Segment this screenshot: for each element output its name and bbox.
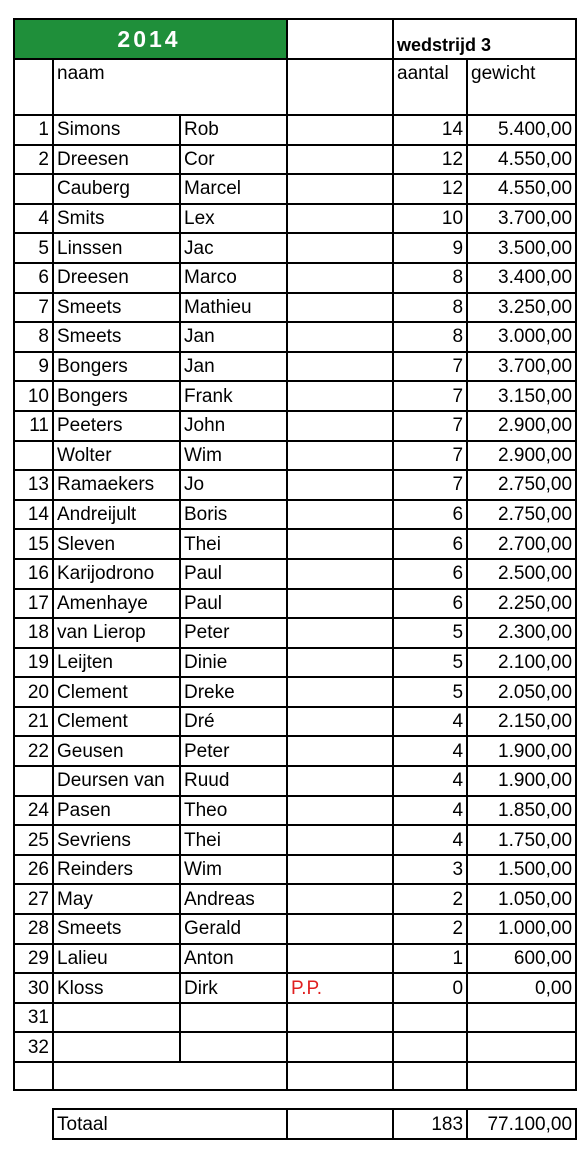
last-name-cell: Ramaekers (53, 470, 180, 500)
note-cell (287, 411, 393, 441)
rank-cell: 24 (14, 796, 53, 826)
last-name-cell: May (53, 884, 180, 914)
last-name-cell: Smits (53, 204, 180, 234)
totals-table (52, 1108, 577, 1140)
aantal-cell: 3 (393, 855, 467, 885)
rank-cell: 22 (14, 736, 53, 766)
last-name-cell: Kloss (53, 973, 180, 1003)
note-cell (287, 1032, 393, 1062)
last-name-cell: Dreesen (53, 145, 180, 175)
note-cell (287, 500, 393, 530)
aantal-cell: 7 (393, 441, 467, 471)
aantal-cell: 12 (393, 145, 467, 175)
first-name-cell: Peter (180, 736, 287, 766)
note-cell (287, 145, 393, 175)
last-name-cell: van Lierop (53, 618, 180, 648)
empty-cell (14, 1062, 53, 1090)
first-name-cell: Marco (180, 263, 287, 293)
first-name-cell: Jo (180, 470, 287, 500)
table-row (14, 825, 576, 855)
first-name-cell: Dré (180, 707, 287, 737)
note-cell (287, 322, 393, 352)
aantal-cell: 0 (393, 973, 467, 1003)
year-title: 2014 (14, 19, 287, 59)
rank-cell: 9 (14, 352, 53, 382)
last-name-cell: Deursen van (53, 766, 180, 796)
last-name-cell: Wolter (53, 441, 180, 471)
rank-cell: 20 (14, 677, 53, 707)
gewicht-cell: 600,00 (467, 944, 576, 974)
totals-gewicht: 77.100,00 (467, 1109, 576, 1139)
first-name-cell (180, 1003, 287, 1033)
table-row (14, 145, 576, 175)
first-name-cell: Frank (180, 381, 287, 411)
note-cell (287, 884, 393, 914)
last-name-cell: Clement (53, 677, 180, 707)
first-name-cell: Thei (180, 825, 287, 855)
aantal-cell: 9 (393, 233, 467, 263)
rank-cell (14, 174, 53, 204)
gewicht-cell: 2.750,00 (467, 500, 576, 530)
aantal-cell: 6 (393, 500, 467, 530)
rank-cell: 21 (14, 707, 53, 737)
last-name-cell: Sleven (53, 529, 180, 559)
table-row (14, 174, 576, 204)
note-cell (287, 796, 393, 826)
aantal-cell (393, 1032, 467, 1062)
first-name-cell: Gerald (180, 914, 287, 944)
aantal-cell: 14 (393, 115, 467, 145)
results-table (13, 18, 577, 1091)
gewicht-cell: 3.250,00 (467, 293, 576, 323)
table-row (14, 263, 576, 293)
aantal-cell: 7 (393, 352, 467, 382)
note-cell (287, 766, 393, 796)
last-name-cell: Amenhaye (53, 589, 180, 619)
last-name-cell: Clement (53, 707, 180, 737)
rank-cell: 15 (14, 529, 53, 559)
aantal-cell: 4 (393, 766, 467, 796)
gewicht-cell (467, 1003, 576, 1033)
note-cell (287, 589, 393, 619)
aantal-cell: 8 (393, 263, 467, 293)
note-cell (287, 618, 393, 648)
table-row (14, 914, 576, 944)
note-cell (287, 559, 393, 589)
first-name-cell: Thei (180, 529, 287, 559)
aantal-cell: 8 (393, 322, 467, 352)
rank-cell: 16 (14, 559, 53, 589)
rank-cell: 11 (14, 411, 53, 441)
gewicht-cell: 1.500,00 (467, 855, 576, 885)
table-row (14, 529, 576, 559)
gewicht-cell: 2.100,00 (467, 648, 576, 678)
aantal-cell (393, 1003, 467, 1033)
header-note-cell (287, 59, 393, 115)
note-cell (287, 677, 393, 707)
table-row (14, 322, 576, 352)
note-cell (287, 736, 393, 766)
first-name-cell: Marcel (180, 174, 287, 204)
note-cell (287, 441, 393, 471)
aantal-cell: 2 (393, 884, 467, 914)
rank-cell: 26 (14, 855, 53, 885)
note-cell (287, 1003, 393, 1033)
last-name-cell: Smeets (53, 914, 180, 944)
last-name-cell: Bongers (53, 381, 180, 411)
aantal-cell: 4 (393, 825, 467, 855)
rank-cell: 30 (14, 973, 53, 1003)
table-row (14, 470, 576, 500)
gewicht-cell: 1.900,00 (467, 766, 576, 796)
gewicht-cell: 3.150,00 (467, 381, 576, 411)
gewicht-cell: 0,00 (467, 973, 576, 1003)
note-cell (287, 381, 393, 411)
rank-cell: 10 (14, 381, 53, 411)
empty-cell (467, 1062, 576, 1090)
aantal-cell: 4 (393, 707, 467, 737)
rank-cell: 1 (14, 115, 53, 145)
last-name-cell: Smeets (53, 322, 180, 352)
note-cell (287, 293, 393, 323)
table-row (14, 233, 576, 263)
rank-cell: 31 (14, 1003, 53, 1033)
note-cell (287, 263, 393, 293)
first-name-cell: Cor (180, 145, 287, 175)
gewicht-cell: 1.750,00 (467, 825, 576, 855)
first-name-cell: Jac (180, 233, 287, 263)
first-name-cell: Jan (180, 322, 287, 352)
aantal-cell: 12 (393, 174, 467, 204)
aantal-cell: 7 (393, 470, 467, 500)
aantal-cell: 7 (393, 381, 467, 411)
note-cell (287, 470, 393, 500)
note-cell: P.P. (287, 973, 393, 1003)
table-row (14, 500, 576, 530)
gewicht-cell: 4.550,00 (467, 145, 576, 175)
table-row (14, 204, 576, 234)
table-row (14, 796, 576, 826)
last-name-cell: Smeets (53, 293, 180, 323)
aantal-cell: 10 (393, 204, 467, 234)
aantal-cell: 6 (393, 529, 467, 559)
note-cell (287, 529, 393, 559)
empty-cell (53, 1062, 287, 1090)
table-row (14, 589, 576, 619)
empty-cell (393, 1062, 467, 1090)
table-row (14, 766, 576, 796)
first-name-cell: Ruud (180, 766, 287, 796)
rank-cell: 6 (14, 263, 53, 293)
table-row (14, 944, 576, 974)
first-name-cell: Wim (180, 855, 287, 885)
gewicht-cell: 2.500,00 (467, 559, 576, 589)
gewicht-cell: 1.000,00 (467, 914, 576, 944)
note-cell (287, 707, 393, 737)
first-name-cell: Dirk (180, 973, 287, 1003)
col-aantal-header: aantal (393, 59, 467, 115)
last-name-cell: Karijodrono (53, 559, 180, 589)
last-name-cell: Bongers (53, 352, 180, 382)
aantal-cell: 5 (393, 677, 467, 707)
gewicht-cell: 4.550,00 (467, 174, 576, 204)
table-row (14, 707, 576, 737)
rank-cell: 25 (14, 825, 53, 855)
gewicht-cell: 2.150,00 (467, 707, 576, 737)
rank-cell: 28 (14, 914, 53, 944)
gewicht-cell: 3.700,00 (467, 352, 576, 382)
aantal-cell: 5 (393, 648, 467, 678)
first-name-cell: Jan (180, 352, 287, 382)
rank-cell: 27 (14, 884, 53, 914)
gewicht-cell (467, 1032, 576, 1062)
header-empty-cell (287, 19, 393, 59)
gewicht-cell: 3.700,00 (467, 204, 576, 234)
col-gewicht-header: gewicht (467, 59, 576, 115)
empty-row (14, 1062, 576, 1090)
last-name-cell: Simons (53, 115, 180, 145)
table-row (14, 411, 576, 441)
table-row (14, 293, 576, 323)
last-name-cell: Dreesen (53, 263, 180, 293)
last-name-cell: Andreijult (53, 500, 180, 530)
last-name-cell: Geusen (53, 736, 180, 766)
rank-cell: 2 (14, 145, 53, 175)
gewicht-cell: 2.050,00 (467, 677, 576, 707)
gewicht-cell: 1.900,00 (467, 736, 576, 766)
gewicht-cell: 2.900,00 (467, 411, 576, 441)
aantal-cell: 7 (393, 411, 467, 441)
table-row (14, 115, 576, 145)
note-cell (287, 115, 393, 145)
rank-cell: 4 (14, 204, 53, 234)
first-name-cell: Boris (180, 500, 287, 530)
rank-cell: 7 (14, 293, 53, 323)
table-row (14, 648, 576, 678)
first-name-cell: John (180, 411, 287, 441)
table-row (14, 855, 576, 885)
first-name-cell: Paul (180, 589, 287, 619)
table-row (14, 559, 576, 589)
aantal-cell: 6 (393, 589, 467, 619)
totals-label: Totaal (53, 1109, 287, 1139)
last-name-cell: Sevriens (53, 825, 180, 855)
first-name-cell: Mathieu (180, 293, 287, 323)
rank-cell: 5 (14, 233, 53, 263)
table-row (14, 441, 576, 471)
gewicht-cell: 3.500,00 (467, 233, 576, 263)
table-row (14, 884, 576, 914)
first-name-cell (180, 1032, 287, 1062)
table-row (14, 1032, 576, 1062)
empty-cell (287, 1062, 393, 1090)
first-name-cell: Wim (180, 441, 287, 471)
gewicht-cell: 2.900,00 (467, 441, 576, 471)
first-name-cell: Andreas (180, 884, 287, 914)
col-naam-header: naam (53, 59, 287, 115)
first-name-cell: Lex (180, 204, 287, 234)
header-row-title (14, 19, 576, 59)
gewicht-cell: 3.000,00 (467, 322, 576, 352)
gewicht-cell: 2.300,00 (467, 618, 576, 648)
aantal-cell: 4 (393, 736, 467, 766)
last-name-cell: Reinders (53, 855, 180, 885)
last-name-cell: Cauberg (53, 174, 180, 204)
note-cell (287, 352, 393, 382)
rank-cell: 8 (14, 322, 53, 352)
gewicht-cell: 2.250,00 (467, 589, 576, 619)
gewicht-cell: 3.400,00 (467, 263, 576, 293)
first-name-cell: Rob (180, 115, 287, 145)
rank-cell (14, 766, 53, 796)
rank-cell: 19 (14, 648, 53, 678)
first-name-cell: Peter (180, 618, 287, 648)
aantal-cell: 8 (393, 293, 467, 323)
table-row (14, 618, 576, 648)
competition-title: wedstrijd 3 (393, 19, 576, 59)
first-name-cell: Theo (180, 796, 287, 826)
rank-cell: 14 (14, 500, 53, 530)
gewicht-cell: 2.750,00 (467, 470, 576, 500)
last-name-cell: Leijten (53, 648, 180, 678)
aantal-cell: 6 (393, 559, 467, 589)
rank-cell: 17 (14, 589, 53, 619)
table-row (14, 677, 576, 707)
table-row (14, 352, 576, 382)
aantal-cell: 1 (393, 944, 467, 974)
note-cell (287, 233, 393, 263)
last-name-cell: Linssen (53, 233, 180, 263)
table-row (14, 381, 576, 411)
totals-row (53, 1109, 576, 1139)
rank-cell: 29 (14, 944, 53, 974)
note-cell (287, 914, 393, 944)
table-row (14, 1003, 576, 1033)
gewicht-cell: 5.400,00 (467, 115, 576, 145)
last-name-cell: Lalieu (53, 944, 180, 974)
last-name-cell (53, 1032, 180, 1062)
last-name-cell (53, 1003, 180, 1033)
aantal-cell: 4 (393, 796, 467, 826)
rank-cell: 18 (14, 618, 53, 648)
header-rank-cell (14, 59, 53, 115)
gewicht-cell: 1.850,00 (467, 796, 576, 826)
first-name-cell: Anton (180, 944, 287, 974)
aantal-cell: 5 (393, 618, 467, 648)
header-row-columns (14, 59, 576, 115)
last-name-cell: Peeters (53, 411, 180, 441)
note-cell (287, 855, 393, 885)
note-cell (287, 648, 393, 678)
table-row (14, 973, 576, 1003)
first-name-cell: Dinie (180, 648, 287, 678)
note-cell (287, 174, 393, 204)
first-name-cell: Dreke (180, 677, 287, 707)
totals-empty-cell (287, 1109, 393, 1139)
totals-aantal: 183 (393, 1109, 467, 1139)
note-cell (287, 944, 393, 974)
gewicht-cell: 1.050,00 (467, 884, 576, 914)
note-cell (287, 825, 393, 855)
rank-cell: 32 (14, 1032, 53, 1062)
rank-cell: 13 (14, 470, 53, 500)
gewicht-cell: 2.700,00 (467, 529, 576, 559)
aantal-cell: 2 (393, 914, 467, 944)
table-row (14, 736, 576, 766)
note-cell (287, 204, 393, 234)
last-name-cell: Pasen (53, 796, 180, 826)
rank-cell (14, 441, 53, 471)
first-name-cell: Paul (180, 559, 287, 589)
